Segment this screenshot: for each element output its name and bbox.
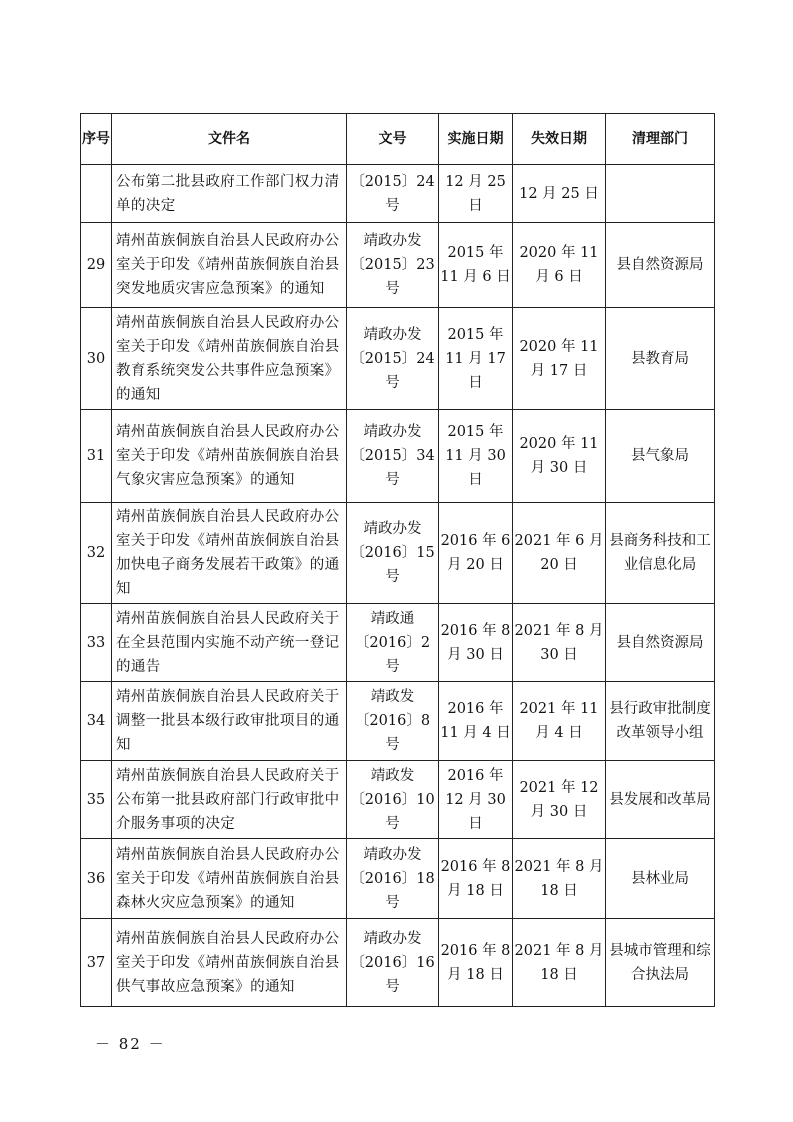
cell-end-date: 2020 年 11 月 17 日 xyxy=(513,308,606,410)
table-row xyxy=(81,682,715,761)
cell-start-date: 2015 年 11 月 17 日 xyxy=(439,308,513,410)
cell-department: 县自然资源局 xyxy=(606,223,715,308)
cell-seq: 33 xyxy=(81,604,112,682)
cell-start-date: 2016 年 11 月 4 日 xyxy=(439,682,513,761)
cell-doc-number: 靖政办发〔2016〕15 号 xyxy=(347,503,439,604)
cell-start-date: 2015 年 11 月 6 日 xyxy=(439,223,513,308)
cell-doc-number: 靖政办发〔2015〕34 号 xyxy=(347,410,439,503)
header-end-date: 失效日期 xyxy=(513,114,606,165)
cell-doc-number: 靖政办发〔2016〕18 号 xyxy=(347,839,439,919)
cell-doc-number: 靖政发〔2016〕8 号 xyxy=(347,682,439,761)
cell-file-name: 靖州苗族侗族自治县人民政府办公室关于印发《靖州苗族侗族自治县森林火灾应急预案》的通知 xyxy=(112,839,347,919)
cell-department: 县自然资源局 xyxy=(606,604,715,682)
cell-seq: 35 xyxy=(81,761,112,839)
cell-seq: 29 xyxy=(81,223,112,308)
cell-seq: 37 xyxy=(81,919,112,1007)
cell-department: 县城市管理和综合执法局 xyxy=(606,919,715,1007)
page-number: － 82 － xyxy=(95,1035,166,1053)
cell-department: 县发展和改革局 xyxy=(606,761,715,839)
cell-doc-number: 靖政通〔2016〕2 号 xyxy=(347,604,439,682)
table-row xyxy=(81,503,715,604)
header-department: 清理部门 xyxy=(606,114,715,165)
cell-start-date: 2016 年 12 月 30 日 xyxy=(439,761,513,839)
cell-file-name: 靖州苗族侗族自治县人民政府关于公布第一批县政府部门行政审批中介服务事项的决定 xyxy=(112,761,347,839)
cell-start-date: 2016 年 6 月 20 日 xyxy=(439,503,513,604)
cell-end-date: 2021 年 12 月 30 日 xyxy=(513,761,606,839)
cell-end-date: 2021 年 8 月 18 日 xyxy=(513,919,606,1007)
table-row xyxy=(81,223,715,308)
cell-end-date: 12 月 25 日 xyxy=(513,165,606,223)
cell-seq: 34 xyxy=(81,682,112,761)
header-file-name: 文件名 xyxy=(112,114,347,165)
table-row xyxy=(81,410,715,503)
cell-file-name: 靖州苗族侗族自治县人民政府办公室关于印发《靖州苗族侗族自治县供气事故应急预案》的通知 xyxy=(112,919,347,1007)
cell-seq: 32 xyxy=(81,503,112,604)
cell-file-name: 靖州苗族侗族自治县人民政府关于调整一批县本级行政审批项目的通知 xyxy=(112,682,347,761)
table-row xyxy=(81,839,715,919)
cell-end-date: 2021 年 8 月 18 日 xyxy=(513,839,606,919)
header-seq: 序号 xyxy=(81,114,112,165)
table-row xyxy=(81,761,715,839)
cell-end-date: 2021 年 8 月 30 日 xyxy=(513,604,606,682)
cell-department: 县林业局 xyxy=(606,839,715,919)
cell-start-date: 2016 年 8 月 30 日 xyxy=(439,604,513,682)
cell-doc-number: 靖政办发〔2016〕16 号 xyxy=(347,919,439,1007)
cell-start-date: 2016 年 8 月 18 日 xyxy=(439,919,513,1007)
cell-seq xyxy=(81,165,112,223)
table-row xyxy=(81,604,715,682)
cell-department: 县商务科技和工业信息化局 xyxy=(606,503,715,604)
cell-seq: 36 xyxy=(81,839,112,919)
table-header-row xyxy=(81,114,715,165)
cell-department: 县气象局 xyxy=(606,410,715,503)
cell-file-name: 靖州苗族侗族自治县人民政府办公室关于印发《靖州苗族侗族自治县加快电子商务发展若干政策》的通知 xyxy=(112,503,347,604)
cell-doc-number: 靖政发〔2016〕10 号 xyxy=(347,761,439,839)
cell-end-date: 2020 年 11 月 30 日 xyxy=(513,410,606,503)
cell-start-date: 12 月 25 日 xyxy=(439,165,513,223)
cell-seq: 30 xyxy=(81,308,112,410)
cell-file-name: 靖州苗族侗族自治县人民政府办公室关于印发《靖州苗族侗族自治县教育系统突发公共事件应急预案》的通知 xyxy=(112,308,347,410)
header-doc-number: 文号 xyxy=(347,114,439,165)
cell-end-date: 2021 年 6 月 20 日 xyxy=(513,503,606,604)
cell-department: 县行政审批制度改革领导小组 xyxy=(606,682,715,761)
cell-doc-number: 靖政办发〔2015〕24 号 xyxy=(347,308,439,410)
cell-department: 县教育局 xyxy=(606,308,715,410)
cell-end-date: 2020 年 11 月 6 日 xyxy=(513,223,606,308)
cell-seq: 31 xyxy=(81,410,112,503)
header-start-date: 实施日期 xyxy=(439,114,513,165)
cell-start-date: 2016 年 8 月 18 日 xyxy=(439,839,513,919)
table-row xyxy=(81,308,715,410)
cell-start-date: 2015 年 11 月 30 日 xyxy=(439,410,513,503)
cell-doc-number: 〔2015〕24 号 xyxy=(347,165,439,223)
regulation-table xyxy=(80,113,715,1007)
cell-doc-number: 靖政办发〔2015〕23 号 xyxy=(347,223,439,308)
cell-department xyxy=(606,165,715,223)
cell-end-date: 2021 年 11 月 4 日 xyxy=(513,682,606,761)
table-row xyxy=(81,165,715,223)
cell-file-name: 靖州苗族侗族自治县人民政府办公室关于印发《靖州苗族侗族自治县气象灾害应急预案》的通知 xyxy=(112,410,347,503)
cell-file-name: 公布第二批县政府工作部门权力清单的决定 xyxy=(112,165,347,223)
table-row xyxy=(81,919,715,1007)
cell-file-name: 靖州苗族侗族自治县人民政府关于在全县范围内实施不动产统一登记的通告 xyxy=(112,604,347,682)
cell-file-name: 靖州苗族侗族自治县人民政府办公室关于印发《靖州苗族侗族自治县突发地质灾害应急预案》的通知 xyxy=(112,223,347,308)
